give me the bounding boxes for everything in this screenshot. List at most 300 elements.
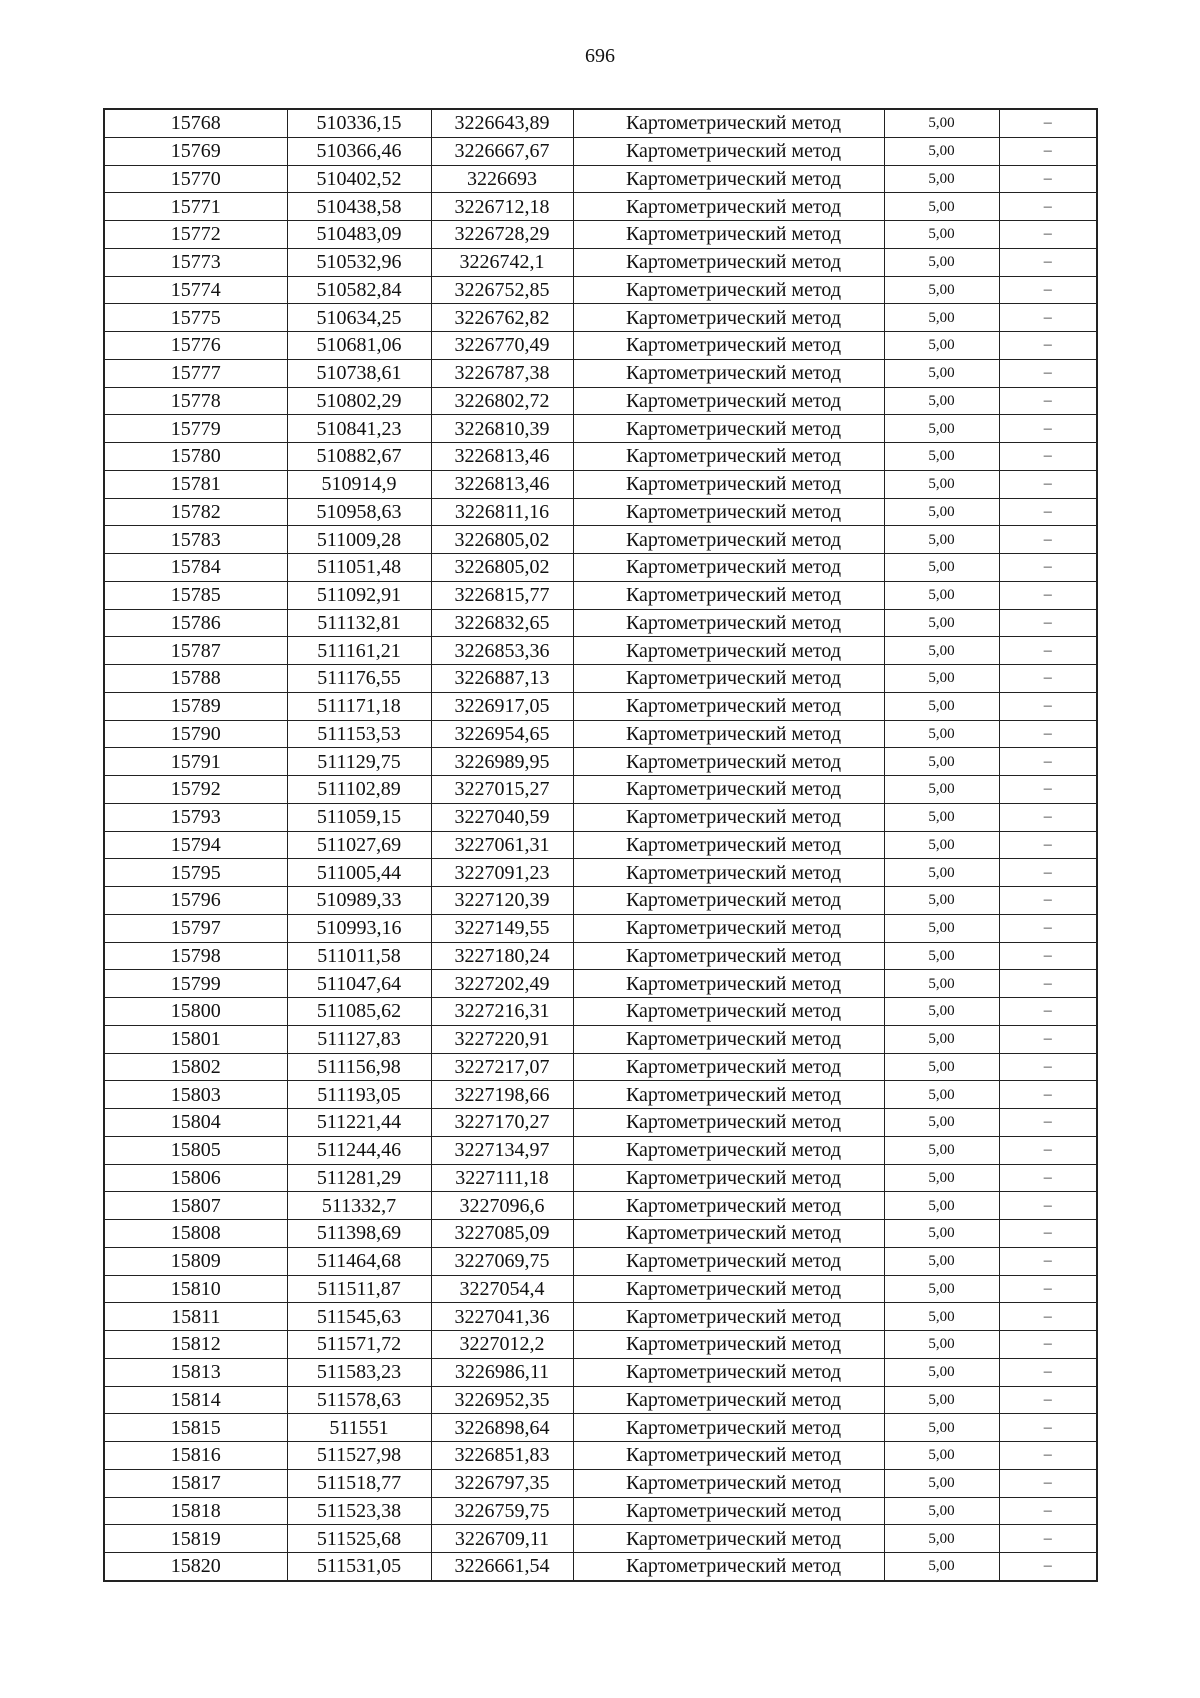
method-cell: Картометрический метод xyxy=(573,1275,884,1303)
point-number-cell: 15809 xyxy=(104,1247,287,1275)
table-row xyxy=(104,498,1097,526)
point-number-cell: 15784 xyxy=(104,554,287,582)
table-row xyxy=(104,1025,1097,1053)
table-row xyxy=(104,526,1097,554)
method-cell: Картометрический метод xyxy=(573,1081,884,1109)
x-coordinate-cell: 511527,98 xyxy=(287,1442,431,1470)
description-cell: – xyxy=(999,1247,1097,1275)
table-row xyxy=(104,776,1097,804)
method-cell: Картометрический метод xyxy=(573,165,884,193)
y-coordinate-cell: 3227120,39 xyxy=(431,887,573,915)
description-cell: – xyxy=(999,1553,1097,1581)
method-cell: Картометрический метод xyxy=(573,1497,884,1525)
y-coordinate-cell: 3227198,66 xyxy=(431,1081,573,1109)
point-number-cell: 15820 xyxy=(104,1553,287,1581)
y-coordinate-cell: 3226762,82 xyxy=(431,304,573,332)
description-cell: – xyxy=(999,692,1097,720)
y-coordinate-cell: 3227069,75 xyxy=(431,1247,573,1275)
method-cell: Картометрический метод xyxy=(573,665,884,693)
table-row xyxy=(104,1469,1097,1497)
point-number-cell: 15794 xyxy=(104,831,287,859)
point-number-cell: 15777 xyxy=(104,359,287,387)
table-row xyxy=(104,165,1097,193)
method-cell: Картометрический метод xyxy=(573,803,884,831)
description-cell: – xyxy=(999,1053,1097,1081)
accuracy-cell: 5,00 xyxy=(884,831,999,859)
x-coordinate-cell: 511005,44 xyxy=(287,859,431,887)
y-coordinate-cell: 3226712,18 xyxy=(431,193,573,221)
table-row xyxy=(104,692,1097,720)
description-cell: – xyxy=(999,470,1097,498)
method-cell: Картометрический метод xyxy=(573,221,884,249)
table-row xyxy=(104,1497,1097,1525)
point-number-cell: 15793 xyxy=(104,803,287,831)
method-cell: Картометрический метод xyxy=(573,581,884,609)
accuracy-cell: 5,00 xyxy=(884,1053,999,1081)
method-cell: Картометрический метод xyxy=(573,193,884,221)
description-cell: – xyxy=(999,443,1097,471)
table-row xyxy=(104,942,1097,970)
description-cell: – xyxy=(999,221,1097,249)
method-cell: Картометрический метод xyxy=(573,692,884,720)
description-cell: – xyxy=(999,387,1097,415)
accuracy-cell: 5,00 xyxy=(884,1442,999,1470)
accuracy-cell: 5,00 xyxy=(884,1386,999,1414)
point-number-cell: 15799 xyxy=(104,970,287,998)
accuracy-cell: 5,00 xyxy=(884,1414,999,1442)
accuracy-cell: 5,00 xyxy=(884,1025,999,1053)
x-coordinate-cell: 511511,87 xyxy=(287,1275,431,1303)
point-number-cell: 15770 xyxy=(104,165,287,193)
description-cell: – xyxy=(999,248,1097,276)
x-coordinate-cell: 511051,48 xyxy=(287,554,431,582)
point-number-cell: 15819 xyxy=(104,1525,287,1553)
x-coordinate-cell: 511464,68 xyxy=(287,1247,431,1275)
method-cell: Картометрический метод xyxy=(573,443,884,471)
point-number-cell: 15775 xyxy=(104,304,287,332)
accuracy-cell: 5,00 xyxy=(884,970,999,998)
method-cell: Картометрический метод xyxy=(573,137,884,165)
description-cell: – xyxy=(999,1358,1097,1386)
description-cell: – xyxy=(999,1136,1097,1164)
accuracy-cell: 5,00 xyxy=(884,1358,999,1386)
method-cell: Картометрический метод xyxy=(573,248,884,276)
accuracy-cell: 5,00 xyxy=(884,609,999,637)
description-cell: – xyxy=(999,665,1097,693)
accuracy-cell: 5,00 xyxy=(884,221,999,249)
x-coordinate-cell: 511221,44 xyxy=(287,1109,431,1137)
table-row xyxy=(104,1331,1097,1359)
method-cell: Картометрический метод xyxy=(573,332,884,360)
description-cell: – xyxy=(999,193,1097,221)
point-number-cell: 15795 xyxy=(104,859,287,887)
x-coordinate-cell: 510681,06 xyxy=(287,332,431,360)
description-cell: – xyxy=(999,1220,1097,1248)
accuracy-cell: 5,00 xyxy=(884,776,999,804)
description-cell: – xyxy=(999,1525,1097,1553)
table-row xyxy=(104,443,1097,471)
accuracy-cell: 5,00 xyxy=(884,998,999,1026)
point-number-cell: 15779 xyxy=(104,415,287,443)
table-row xyxy=(104,1164,1097,1192)
method-cell: Картометрический метод xyxy=(573,1331,884,1359)
accuracy-cell: 5,00 xyxy=(884,1192,999,1220)
table-row xyxy=(104,1553,1097,1581)
accuracy-cell: 5,00 xyxy=(884,359,999,387)
method-cell: Картометрический метод xyxy=(573,831,884,859)
y-coordinate-cell: 3227216,31 xyxy=(431,998,573,1026)
x-coordinate-cell: 511047,64 xyxy=(287,970,431,998)
x-coordinate-cell: 510483,09 xyxy=(287,221,431,249)
y-coordinate-cell: 3226770,49 xyxy=(431,332,573,360)
method-cell: Картометрический метод xyxy=(573,859,884,887)
y-coordinate-cell: 3226802,72 xyxy=(431,387,573,415)
description-cell: – xyxy=(999,1081,1097,1109)
accuracy-cell: 5,00 xyxy=(884,332,999,360)
point-number-cell: 15782 xyxy=(104,498,287,526)
accuracy-cell: 5,00 xyxy=(884,1164,999,1192)
method-cell: Картометрический метод xyxy=(573,1109,884,1137)
y-coordinate-cell: 3227054,4 xyxy=(431,1275,573,1303)
y-coordinate-cell: 3227040,59 xyxy=(431,803,573,831)
accuracy-cell: 5,00 xyxy=(884,137,999,165)
accuracy-cell: 5,00 xyxy=(884,581,999,609)
y-coordinate-cell: 3227202,49 xyxy=(431,970,573,998)
x-coordinate-cell: 510802,29 xyxy=(287,387,431,415)
accuracy-cell: 5,00 xyxy=(884,1303,999,1331)
point-number-cell: 15813 xyxy=(104,1358,287,1386)
accuracy-cell: 5,00 xyxy=(884,803,999,831)
point-number-cell: 15816 xyxy=(104,1442,287,1470)
y-coordinate-cell: 3226989,95 xyxy=(431,748,573,776)
accuracy-cell: 5,00 xyxy=(884,498,999,526)
x-coordinate-cell: 510738,61 xyxy=(287,359,431,387)
description-cell: – xyxy=(999,1331,1097,1359)
table-row xyxy=(104,1192,1097,1220)
x-coordinate-cell: 511027,69 xyxy=(287,831,431,859)
method-cell: Картометрический метод xyxy=(573,1220,884,1248)
y-coordinate-cell: 3227096,6 xyxy=(431,1192,573,1220)
description-cell: – xyxy=(999,720,1097,748)
y-coordinate-cell: 3226887,13 xyxy=(431,665,573,693)
x-coordinate-cell: 511583,23 xyxy=(287,1358,431,1386)
point-number-cell: 15792 xyxy=(104,776,287,804)
accuracy-cell: 5,00 xyxy=(884,859,999,887)
accuracy-cell: 5,00 xyxy=(884,914,999,942)
point-number-cell: 15773 xyxy=(104,248,287,276)
accuracy-cell: 5,00 xyxy=(884,637,999,665)
y-coordinate-cell: 3227180,24 xyxy=(431,942,573,970)
x-coordinate-cell: 511011,58 xyxy=(287,942,431,970)
description-cell: – xyxy=(999,1109,1097,1137)
accuracy-cell: 5,00 xyxy=(884,1275,999,1303)
description-cell: – xyxy=(999,1275,1097,1303)
accuracy-cell: 5,00 xyxy=(884,748,999,776)
x-coordinate-cell: 511523,38 xyxy=(287,1497,431,1525)
description-cell: – xyxy=(999,803,1097,831)
accuracy-cell: 5,00 xyxy=(884,304,999,332)
accuracy-cell: 5,00 xyxy=(884,1136,999,1164)
y-coordinate-cell: 3227149,55 xyxy=(431,914,573,942)
table-row xyxy=(104,554,1097,582)
y-coordinate-cell: 3226813,46 xyxy=(431,443,573,471)
x-coordinate-cell: 510634,25 xyxy=(287,304,431,332)
method-cell: Картометрический метод xyxy=(573,498,884,526)
point-number-cell: 15791 xyxy=(104,748,287,776)
y-coordinate-cell: 3226728,29 xyxy=(431,221,573,249)
x-coordinate-cell: 511085,62 xyxy=(287,998,431,1026)
method-cell: Картометрический метод xyxy=(573,304,884,332)
accuracy-cell: 5,00 xyxy=(884,415,999,443)
point-number-cell: 15785 xyxy=(104,581,287,609)
method-cell: Картометрический метод xyxy=(573,526,884,554)
y-coordinate-cell: 3227015,27 xyxy=(431,776,573,804)
y-coordinate-cell: 3226752,85 xyxy=(431,276,573,304)
method-cell: Картометрический метод xyxy=(573,609,884,637)
method-cell: Картометрический метод xyxy=(573,998,884,1026)
y-coordinate-cell: 3226954,65 xyxy=(431,720,573,748)
table-row xyxy=(104,720,1097,748)
x-coordinate-cell: 510841,23 xyxy=(287,415,431,443)
point-number-cell: 15797 xyxy=(104,914,287,942)
y-coordinate-cell: 3227220,91 xyxy=(431,1025,573,1053)
y-coordinate-cell: 3226667,67 xyxy=(431,137,573,165)
point-number-cell: 15774 xyxy=(104,276,287,304)
x-coordinate-cell: 510882,67 xyxy=(287,443,431,471)
accuracy-cell: 5,00 xyxy=(884,165,999,193)
y-coordinate-cell: 3226811,16 xyxy=(431,498,573,526)
method-cell: Картометрический метод xyxy=(573,1136,884,1164)
point-number-cell: 15804 xyxy=(104,1109,287,1137)
y-coordinate-cell: 3226898,64 xyxy=(431,1414,573,1442)
table-row xyxy=(104,998,1097,1026)
table-row xyxy=(104,859,1097,887)
table-row xyxy=(104,1247,1097,1275)
x-coordinate-cell: 511578,63 xyxy=(287,1386,431,1414)
accuracy-cell: 5,00 xyxy=(884,887,999,915)
description-cell: – xyxy=(999,1025,1097,1053)
method-cell: Картометрический метод xyxy=(573,720,884,748)
x-coordinate-cell: 511545,63 xyxy=(287,1303,431,1331)
accuracy-cell: 5,00 xyxy=(884,1220,999,1248)
accuracy-cell: 5,00 xyxy=(884,248,999,276)
y-coordinate-cell: 3226797,35 xyxy=(431,1469,573,1497)
y-coordinate-cell: 3226643,89 xyxy=(431,109,573,137)
method-cell: Картометрический метод xyxy=(573,276,884,304)
table-row xyxy=(104,1358,1097,1386)
x-coordinate-cell: 511525,68 xyxy=(287,1525,431,1553)
table-row xyxy=(104,1442,1097,1470)
x-coordinate-cell: 511193,05 xyxy=(287,1081,431,1109)
method-cell: Картометрический метод xyxy=(573,1358,884,1386)
coordinates-table xyxy=(103,108,1098,1582)
description-cell: – xyxy=(999,859,1097,887)
description-cell: – xyxy=(999,970,1097,998)
table-row xyxy=(104,248,1097,276)
method-cell: Картометрический метод xyxy=(573,1164,884,1192)
table-row xyxy=(104,1081,1097,1109)
y-coordinate-cell: 3226917,05 xyxy=(431,692,573,720)
x-coordinate-cell: 511171,18 xyxy=(287,692,431,720)
point-number-cell: 15778 xyxy=(104,387,287,415)
x-coordinate-cell: 511153,53 xyxy=(287,720,431,748)
description-cell: – xyxy=(999,1192,1097,1220)
point-number-cell: 15786 xyxy=(104,609,287,637)
y-coordinate-cell: 3226805,02 xyxy=(431,554,573,582)
x-coordinate-cell: 511398,69 xyxy=(287,1220,431,1248)
method-cell: Картометрический метод xyxy=(573,1025,884,1053)
description-cell: – xyxy=(999,1469,1097,1497)
y-coordinate-cell: 3227134,97 xyxy=(431,1136,573,1164)
method-cell: Картометрический метод xyxy=(573,942,884,970)
method-cell: Картометрический метод xyxy=(573,387,884,415)
point-number-cell: 15780 xyxy=(104,443,287,471)
table-row xyxy=(104,221,1097,249)
description-cell: – xyxy=(999,609,1097,637)
point-number-cell: 15776 xyxy=(104,332,287,360)
accuracy-cell: 5,00 xyxy=(884,1553,999,1581)
point-number-cell: 15803 xyxy=(104,1081,287,1109)
table-row xyxy=(104,109,1097,137)
table-row xyxy=(104,637,1097,665)
table-row xyxy=(104,359,1097,387)
accuracy-cell: 5,00 xyxy=(884,554,999,582)
x-coordinate-cell: 511518,77 xyxy=(287,1469,431,1497)
table-row xyxy=(104,665,1097,693)
x-coordinate-cell: 511161,21 xyxy=(287,637,431,665)
x-coordinate-cell: 511244,46 xyxy=(287,1136,431,1164)
description-cell: – xyxy=(999,831,1097,859)
table-row xyxy=(104,304,1097,332)
y-coordinate-cell: 3226810,39 xyxy=(431,415,573,443)
x-coordinate-cell: 510993,16 xyxy=(287,914,431,942)
x-coordinate-cell: 510958,63 xyxy=(287,498,431,526)
description-cell: – xyxy=(999,304,1097,332)
accuracy-cell: 5,00 xyxy=(884,942,999,970)
table-row xyxy=(104,193,1097,221)
table-row xyxy=(104,970,1097,998)
description-cell: – xyxy=(999,359,1097,387)
x-coordinate-cell: 510402,52 xyxy=(287,165,431,193)
accuracy-cell: 5,00 xyxy=(884,470,999,498)
point-number-cell: 15788 xyxy=(104,665,287,693)
y-coordinate-cell: 3226661,54 xyxy=(431,1553,573,1581)
table-row xyxy=(104,1525,1097,1553)
description-cell: – xyxy=(999,276,1097,304)
method-cell: Картометрический метод xyxy=(573,1303,884,1331)
point-number-cell: 15769 xyxy=(104,137,287,165)
table-row xyxy=(104,137,1097,165)
description-cell: – xyxy=(999,415,1097,443)
y-coordinate-cell: 3226853,36 xyxy=(431,637,573,665)
table-body xyxy=(104,109,1097,1581)
description-cell: – xyxy=(999,526,1097,554)
table-row xyxy=(104,831,1097,859)
method-cell: Картометрический метод xyxy=(573,1414,884,1442)
x-coordinate-cell: 511176,55 xyxy=(287,665,431,693)
y-coordinate-cell: 3226693 xyxy=(431,165,573,193)
table-row xyxy=(104,1053,1097,1081)
table-row xyxy=(104,914,1097,942)
method-cell: Картометрический метод xyxy=(573,637,884,665)
x-coordinate-cell: 510914,9 xyxy=(287,470,431,498)
point-number-cell: 15771 xyxy=(104,193,287,221)
description-cell: – xyxy=(999,498,1097,526)
accuracy-cell: 5,00 xyxy=(884,443,999,471)
y-coordinate-cell: 3226986,11 xyxy=(431,1358,573,1386)
point-number-cell: 15807 xyxy=(104,1192,287,1220)
point-number-cell: 15808 xyxy=(104,1220,287,1248)
table-row xyxy=(104,1414,1097,1442)
accuracy-cell: 5,00 xyxy=(884,193,999,221)
x-coordinate-cell: 511127,83 xyxy=(287,1025,431,1053)
x-coordinate-cell: 511531,05 xyxy=(287,1553,431,1581)
method-cell: Картометрический метод xyxy=(573,554,884,582)
y-coordinate-cell: 3227217,07 xyxy=(431,1053,573,1081)
point-number-cell: 15772 xyxy=(104,221,287,249)
method-cell: Картометрический метод xyxy=(573,887,884,915)
point-number-cell: 15814 xyxy=(104,1386,287,1414)
point-number-cell: 15768 xyxy=(104,109,287,137)
accuracy-cell: 5,00 xyxy=(884,1331,999,1359)
x-coordinate-cell: 510989,33 xyxy=(287,887,431,915)
accuracy-cell: 5,00 xyxy=(884,526,999,554)
point-number-cell: 15806 xyxy=(104,1164,287,1192)
method-cell: Картометрический метод xyxy=(573,1442,884,1470)
accuracy-cell: 5,00 xyxy=(884,276,999,304)
description-cell: – xyxy=(999,137,1097,165)
description-cell: – xyxy=(999,887,1097,915)
table-row xyxy=(104,748,1097,776)
point-number-cell: 15802 xyxy=(104,1053,287,1081)
point-number-cell: 15789 xyxy=(104,692,287,720)
table-row xyxy=(104,1109,1097,1137)
method-cell: Картометрический метод xyxy=(573,415,884,443)
x-coordinate-cell: 511281,29 xyxy=(287,1164,431,1192)
x-coordinate-cell: 511571,72 xyxy=(287,1331,431,1359)
description-cell: – xyxy=(999,1442,1097,1470)
table-row xyxy=(104,1275,1097,1303)
point-number-cell: 15811 xyxy=(104,1303,287,1331)
x-coordinate-cell: 511092,91 xyxy=(287,581,431,609)
point-number-cell: 15790 xyxy=(104,720,287,748)
accuracy-cell: 5,00 xyxy=(884,387,999,415)
description-cell: – xyxy=(999,914,1097,942)
point-number-cell: 15815 xyxy=(104,1414,287,1442)
method-cell: Картометрический метод xyxy=(573,1247,884,1275)
description-cell: – xyxy=(999,1164,1097,1192)
table-row xyxy=(104,332,1097,360)
method-cell: Картометрический метод xyxy=(573,470,884,498)
method-cell: Картометрический метод xyxy=(573,1192,884,1220)
y-coordinate-cell: 3226851,83 xyxy=(431,1442,573,1470)
method-cell: Картометрический метод xyxy=(573,970,884,998)
point-number-cell: 15812 xyxy=(104,1331,287,1359)
table-row xyxy=(104,276,1097,304)
x-coordinate-cell: 510532,96 xyxy=(287,248,431,276)
method-cell: Картометрический метод xyxy=(573,776,884,804)
accuracy-cell: 5,00 xyxy=(884,1247,999,1275)
method-cell: Картометрический метод xyxy=(573,359,884,387)
method-cell: Картометрический метод xyxy=(573,1553,884,1581)
y-coordinate-cell: 3227012,2 xyxy=(431,1331,573,1359)
x-coordinate-cell: 511551 xyxy=(287,1414,431,1442)
x-coordinate-cell: 510336,15 xyxy=(287,109,431,137)
x-coordinate-cell: 510366,46 xyxy=(287,137,431,165)
x-coordinate-cell: 511102,89 xyxy=(287,776,431,804)
accuracy-cell: 5,00 xyxy=(884,665,999,693)
y-coordinate-cell: 3227111,18 xyxy=(431,1164,573,1192)
